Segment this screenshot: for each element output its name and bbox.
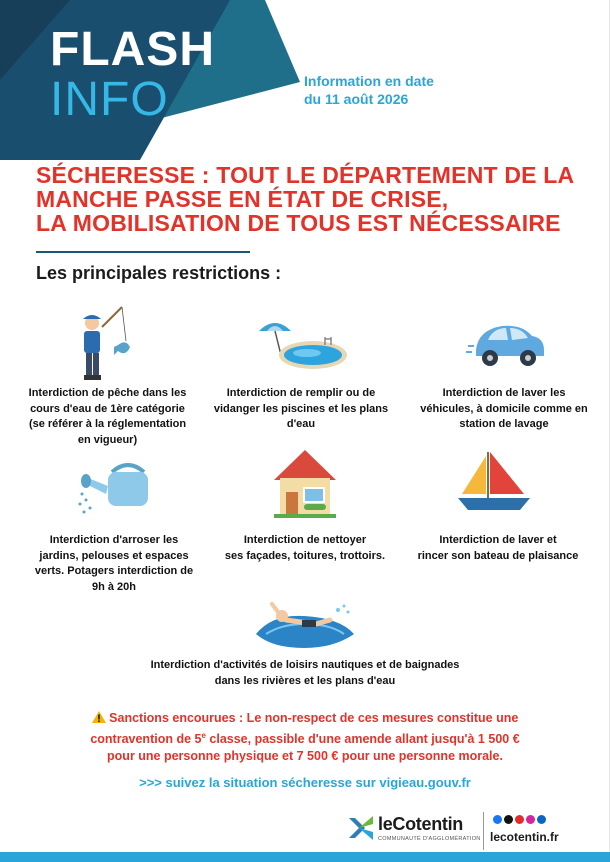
car-icon [466,318,548,372]
restrictions-heading: Les principales restrictions : [36,263,282,283]
headline-line: SÉCHERESSE : TOUT LE DÉPARTEMENT DE LA [36,162,575,188]
footer-divider [483,812,484,850]
flash-word: FLASH [50,23,215,76]
headline-line: LA MOBILISATION DE TOUS EST NÉCESSAIRE [36,210,561,236]
lecotentin-logo-icon [345,812,377,844]
restriction-pool: Interdiction de remplir ou de vidanger les piscines et les plans d'eau [213,387,389,430]
vigieau-link[interactable]: >>> suivez la situation sécheresse sur vigieau.gouv.fr [139,775,471,790]
fishing-icon [72,305,136,383]
swimmer-icon [252,600,358,652]
sanction-notice: Sanctions encourues : Le non-respect de ces mesures constitue une contravention de 5e classe, passible d'une amende allant jusqu'à 1 500 € pour une personne physique et 7 500 € pour une personne morale. [90,711,520,764]
restriction-house: Interdiction de nettoyer ses façades, toitures, trottoirs. [224,534,386,562]
flash-info-banner [0,0,300,160]
headline-line: MANCHE PASSE EN ÉTAT DE CRISE, [36,186,449,212]
restriction-watering: Interdiction d'arroser les jardins, pelouses et espaces verts. Potagers interdiction de 9h à 20h [34,534,194,593]
sailboat-icon [458,450,530,512]
restriction-swimming: Interdiction d'activités de loisirs nautiques et de baignades dans les rivières et les plans d'eau [150,659,460,687]
restriction-fishing: Interdiction de pêche dans les cours d'eau de 1ère catégorie (se référer à la réglementation en vigueur) [28,387,187,446]
x-icon[interactable] [504,815,513,824]
headline-divider [36,251,250,253]
watering-can-icon [78,458,154,518]
social-links [493,815,546,824]
pool-icon [255,315,347,375]
footer-bar [0,852,610,862]
lecotentin-logo-text: leCotentin [378,814,463,834]
restriction-boat: Interdiction de laver et rincer son bateau de plaisance [417,534,579,562]
house-icon [272,448,338,522]
facebook-icon[interactable] [493,815,502,824]
lecotentin-logo-subtitle: COMMUNAUTÉ D'AGGLOMÉRATION [378,836,481,842]
website-link[interactable]: lecotentin.fr [490,830,559,844]
warning-icon [92,711,106,723]
linkedin-icon[interactable] [537,815,546,824]
youtube-icon[interactable] [515,815,524,824]
instagram-icon[interactable] [526,815,535,824]
info-date: Information en date du 11 août 2026 [304,73,434,107]
restriction-car: Interdiction de laver les véhicules, à domicile comme en station de lavage [420,387,588,430]
headline [36,163,596,235]
info-word: INFO [50,73,169,126]
